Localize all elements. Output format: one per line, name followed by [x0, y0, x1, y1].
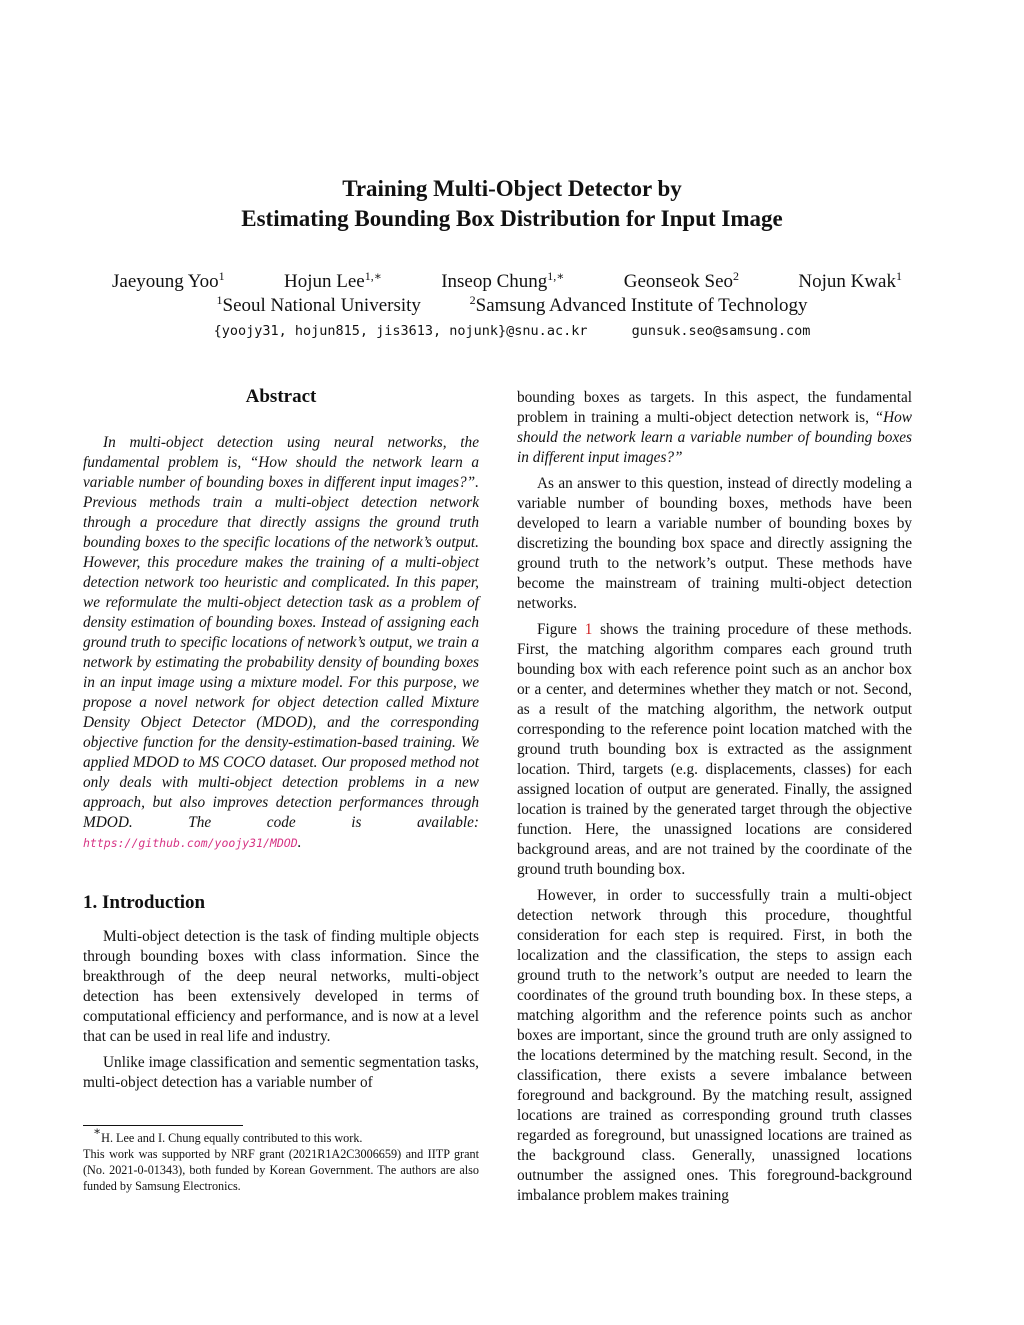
author-emails [0, 321, 1024, 341]
author: Inseop Chung$^{1,∗}$ [441, 269, 565, 292]
email-link[interactable]: {yoojy31, hojun815, jis3613, nojunk}@snu.ac.kr [213, 323, 588, 339]
abstract-heading: Abstract [245, 386, 317, 407]
paragraph: Figure 1 shows the training procedure of these methods. First, the matching algorithm compares each ground truth bounding box with each reference point such as an anchor box or a center, and determines whether they match or not. Second, as a result of the matching algorithm, the network output corresponding to the reference point location matched with the ground truth bounding box is extracted as the assignment location. Third, targets (e.g. displacements, classes) for each assigned location of output are generated. Finally, the assigned location is trained by the generated target through the objective function. Here, the unassigned locations are considered background areas, and are not trained by the coordinate of the ground truth bounding box. [517, 621, 912, 878]
section-heading-introduction: 1. Introduction [83, 892, 206, 913]
footnotes [83, 1124, 479, 1194]
email-link[interactable]: gunsuk.seo@samsung.com [631, 323, 811, 339]
author: Nojun Kwak$^1$ [798, 269, 902, 292]
author: Geonseok Seo$^2$ [623, 269, 740, 292]
paper-title [0, 174, 1024, 234]
left-column [83, 385, 479, 1099]
paragraph: However, in order to successfully train a multi-object detection network through this procedure, thoughtful consideration for each step is required. First, in both the localization and the classification, the steps to assign each ground truth to the network’s output are needed to learn the coordinates of the ground truth bounding box. In these steps, a matching algorithm and the reference points such as anchor boxes are important, since the ground truth are only assigned to the locations determined by the matching result. Second, in the classification, there exists a severe imbalance between foreground and background. By the matching result, assigned locations are trained as corresponding ground truth classes regarded as foreground, but unassigned locations are trained as the background class. Generally, unassigned locations outnumber the assigned ones. This foreground-background imbalance problem makes training [517, 887, 912, 1204]
author: Jaeyoung Yoo$^1$ [112, 269, 225, 292]
paragraph: Unlike image classification and sementic segmentation tasks, multi-object detection has a variable number of [83, 1054, 479, 1091]
affiliation: $^2$Samsung Advanced Institute of Technology [469, 293, 808, 316]
author-list [112, 270, 902, 294]
figure-ref-link[interactable]: 1 [584, 621, 593, 638]
abstract-text: In multi-object detection using neural networks, the fundamental problem is, “How should the network learn a variable number of bounding boxes in different input images?”. Previous methods train a multi-object detection network through a procedure that directly assigns the ground truth bounding boxes to the specific locations of the network’s output. However, this procedure makes the training of a multi-object detection network too heuristic and complicated. In this paper, we reformulate the multi-object detection task as a problem of density estimation of bounding boxes. Instead of assigning each ground truth to specific locations of network’s output, we train a network by estimating the probability density of bounding boxes in an input image using a mixture model. For this purpose, we propose a novel network for object detection called Mixture Density Object Detector (MDOD), and the corresponding objective function for the density-estimation-based training. We applied MDOD to MS COCO dataset. Our proposed method not only deals with multi-object detection problems in a new approach, but also improves detection performances through MDOD. The code is available: https://github.com/yoojy31/MDOD. [83, 434, 479, 851]
paragraph: As an answer to this question, instead of directly modeling a variable number of bounding boxes, methods have been developed to learn a variable number of bounding boxes by discretizing the bounding box space and directly assigning the ground truth to the network’s output. These methods have become the mainstream of training multi-object detection networks. [517, 475, 912, 612]
paragraph: Multi-object detection is the task of finding multiple objects through bounding boxes with class information. Since the breakthrough of the deep neural networks, multi-object detection has been extensively developed in terms of computational efficiency and performance, and is now at a level that can be used in real life and industry. [83, 928, 479, 1045]
paragraph: bounding boxes as targets. In this aspect, the fundamental problem in training a multi-object detection network is, “How should the network learn a variable number of bounding boxes in different input images?” [517, 389, 912, 466]
right-column [517, 388, 912, 1212]
footnote: This work was supported by NRF grant (2021R1A2C3006659) and IITP grant (No. 2021-0-01343), both funded by Korean Government. The authors are also funded by Samsung Electronics. [83, 1147, 479, 1193]
code-url-link[interactable]: https://github.com/yoojy31/MDOD [83, 836, 298, 850]
title-line-1: Training Multi-Object Detector by [342, 176, 682, 201]
footnote: ∗H. Lee and I. Chung equally contributed to this work. [93, 1124, 363, 1145]
author: Hojun Lee$^{1,∗}$ [283, 269, 382, 292]
affiliation: $^1$Seoul National University [216, 293, 421, 316]
footnote-divider [83, 1125, 243, 1126]
affiliations [0, 294, 1024, 318]
title-line-2: Estimating Bounding Box Distribution for Input Image [241, 206, 783, 231]
